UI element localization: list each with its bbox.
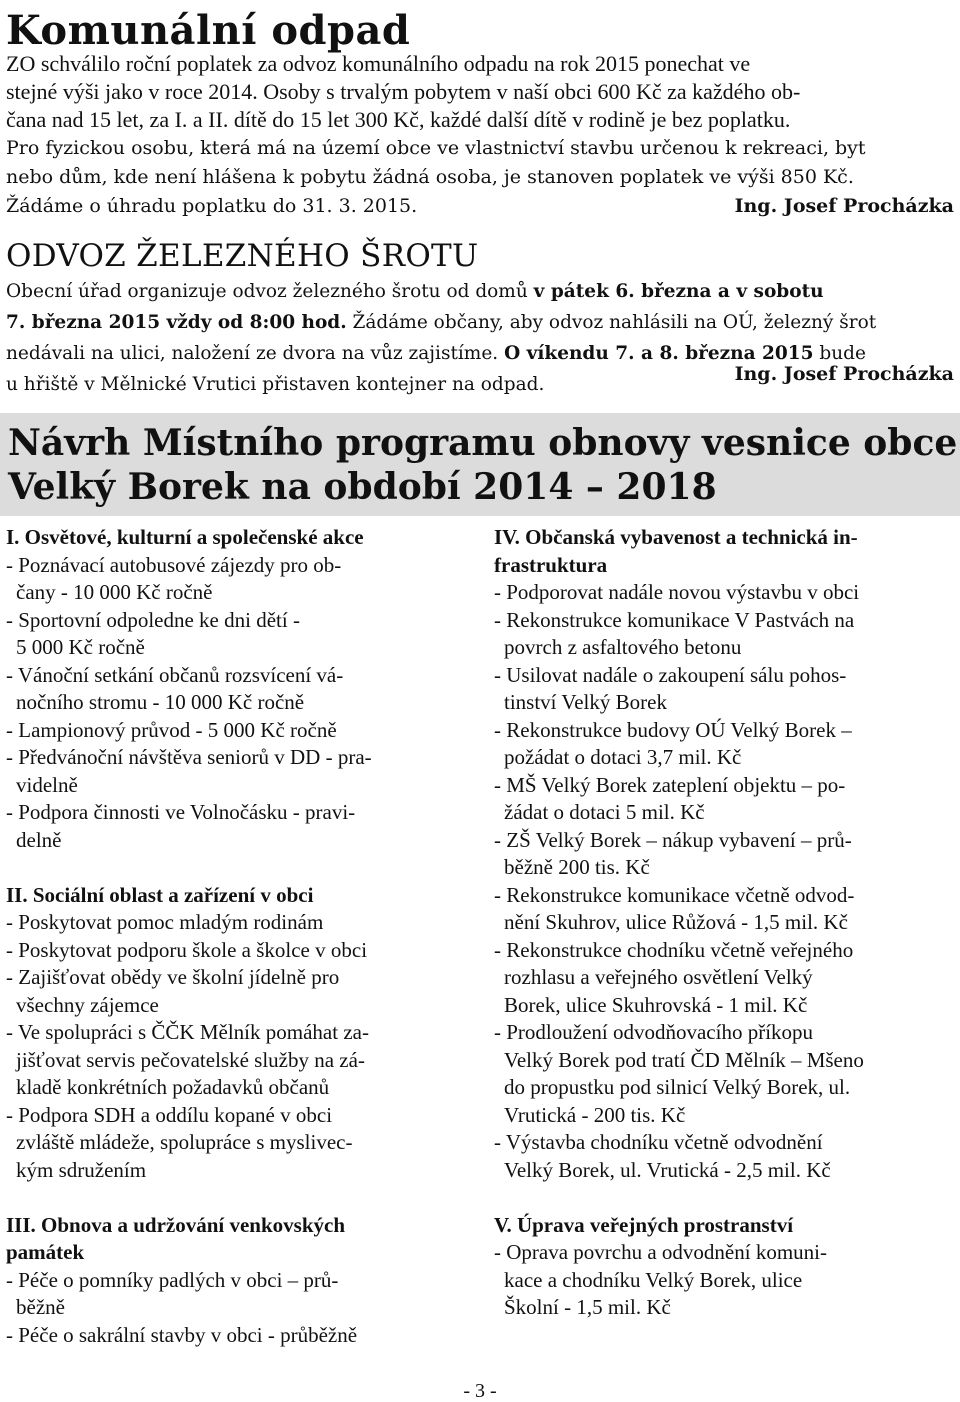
text-line: čana nad 15 let, za I. a II. dítě do 15 let 300 Kč, každé další dítě v rodině je bez poplatku. (6, 107, 791, 132)
text-line: Pro fyzickou osobu, která má na území obce ve vlastnictví stavbu určenou k rekreaci, byt (6, 137, 866, 159)
program-title-band (0, 413, 960, 516)
komunalni-paragraph (6, 50, 954, 134)
list-item-continuation: všechny zájemce (16, 992, 159, 1017)
list-item-continuation: žádat o dotaci 5 mil. Kč (504, 800, 705, 824)
list-item-continuation: videlně (16, 772, 78, 797)
komunalni-signature: Ing. Josef Procházka (734, 195, 954, 217)
list-item: - Usilovat nadále o zakoupení sálu pohos- (494, 662, 847, 687)
list-item-continuation: kým sdružením (16, 1157, 147, 1182)
section-heading: III. Obnova a udržování venkovských (6, 1212, 346, 1237)
list-item: - Vánoční setkání občanů rozsvícení vá- (6, 662, 344, 687)
program-title-line-1: Návrh Místního programu obnovy vesnice obce (8, 422, 958, 464)
text-line: Žádáme o úhradu poplatku do 31. 3. 2015. (6, 195, 418, 217)
list-item-continuation: tinství Velký Borek (504, 690, 667, 714)
list-item-continuation: nočního stromu - 10 000 Kč ročně (16, 690, 305, 714)
text-run: Žádáme občany, aby odvoz nahlásili na OÚ, železný šrot (346, 312, 877, 333)
section-spacer (494, 1184, 954, 1212)
srot-title: ODVOZ ŽELEZNÉHO ŠROTU (6, 238, 479, 274)
list-item-continuation: kace a chodníku Velký Borek, ulice (504, 1267, 803, 1292)
list-item: - Předvánoční návštěva seniorů v DD - pra- (6, 745, 372, 769)
bold-run: O víkendu 7. a 8. března 2015 (504, 343, 814, 364)
text-line: ZO schválilo roční poplatek za odvoz komunálního odpadu na rok 2015 ponechat ve (6, 51, 751, 76)
list-item: - Rekonstrukce chodníku včetně veřejného (494, 937, 854, 962)
list-item-continuation: rozhlasu a veřejného osvětlení Velký (504, 965, 813, 989)
program-right-column (494, 524, 954, 1322)
srot-signature: Ing. Josef Procházka (734, 363, 954, 385)
list-item: - Poznávací autobusové zájezdy pro ob- (6, 552, 342, 577)
list-item-continuation: kladě konkrétních požadavků občanů (16, 1075, 330, 1099)
list-item: - Poskytovat podporu škole a školce v obci (6, 937, 368, 962)
list-item: - Ve spolupráci s ČČK Mělník pomáhat za- (6, 1020, 369, 1044)
page-number: - 3 - (463, 1380, 497, 1402)
list-item: - ZŠ Velký Borek – nákup vybavení – prů- (494, 827, 852, 852)
list-item-continuation: Školní - 1,5 mil. Kč (504, 1295, 671, 1319)
list-item: - Poskytovat pomoc mladým rodinám (6, 910, 324, 934)
list-item: - Péče o sakrální stavby v obci - průběžně (6, 1322, 358, 1347)
komunalni-title: Komunální odpad (6, 7, 411, 54)
list-item-continuation: povrch z asfaltového betonu (504, 635, 742, 659)
list-item: - Lampionový průvod - 5 000 Kč ročně (6, 717, 337, 742)
list-item-continuation: čany - 10 000 Kč ročně (16, 580, 213, 604)
list-item-continuation: Velký Borek, ul. Vrutická - 2,5 mil. Kč (504, 1157, 831, 1182)
section-heading: frastruktura (494, 552, 608, 577)
list-item-continuation: Velký Borek pod tratí ČD Mělník – Mšeno (504, 1047, 864, 1072)
list-item-continuation: delně (16, 827, 62, 852)
text-run: bude (813, 343, 866, 364)
text-run: Obecní úřad organizuje odvoz železného šrotu od domů (6, 281, 534, 302)
bold-run: v pátek 6. března a v sobotu (533, 281, 824, 302)
text-line: stejné výši jako v roce 2014. Osoby s trvalým pobytem v naší obci 600 Kč za každého ob- (6, 79, 801, 104)
list-item-continuation: zvláště mládeže, spolupráce s myslivec- (16, 1130, 353, 1154)
list-item-continuation: Borek, ulice Skuhrovská - 1 mil. Kč (504, 992, 808, 1017)
section-spacer (6, 1184, 464, 1212)
list-item-continuation: běžně 200 tis. Kč (504, 855, 650, 879)
list-item: - Oprava povrchu a odvodnění komuni- (494, 1240, 827, 1264)
list-item-continuation: 5 000 Kč ročně (16, 635, 145, 659)
list-item: - MŠ Velký Borek zateplení objektu – po- (494, 772, 846, 797)
section-heading: památek (6, 1240, 85, 1264)
list-item-continuation: běžně (16, 1295, 65, 1319)
list-item: - Podporovat nadále novou výstavbu v obci (494, 580, 860, 604)
list-item: - Prodloužení odvodňovacího příkopu (494, 1020, 814, 1044)
list-item-continuation: jišťovat servis pečovatelské služby na zá- (16, 1047, 365, 1072)
list-item: - Rekonstrukce komunikace V Pastvách na (494, 607, 855, 632)
text-line (6, 276, 954, 307)
list-item-continuation: Vrutická - 200 tis. Kč (504, 1102, 686, 1127)
list-item: - Sportovní odpoledne ke dni dětí - (6, 607, 300, 632)
section-heading: II. Sociální oblast a zařízení v obci (6, 882, 314, 907)
list-item-continuation: požádat o dotaci 3,7 mil. Kč (504, 745, 742, 769)
text-line: nebo dům, kde není hlášena k pobytu žádná osoba, je stanoven poplatek ve výši 850 Kč. (6, 166, 854, 188)
list-item: - Rekonstrukce budovy OÚ Velký Borek – (494, 717, 852, 742)
text-run: nedávali na ulici, naložení ze dvora na vůz zajistíme. (6, 343, 505, 364)
program-title-line-2: Velký Borek na období 2014 – 2018 (8, 466, 717, 508)
list-item-continuation: nění Skuhrov, ulice Růžová - 1,5 mil. Kč (504, 910, 848, 934)
list-item-continuation: do propustku pod silnicí Velký Borek, ul. (504, 1075, 851, 1099)
list-item: - Podpora činnosti ve Volnočásku - pravi- (6, 800, 356, 824)
section-spacer (6, 854, 464, 882)
text-line: u hřiště v Mělnické Vrutici přistaven kontejner na odpad. (6, 374, 545, 395)
program-left-column (6, 524, 464, 1349)
list-item: - Rekonstrukce komunikace včetně odvod- (494, 882, 855, 907)
list-item: - Podpora SDH a oddílu kopané v obci (6, 1102, 333, 1127)
section-heading: I. Osvětové, kulturní a společenské akce (6, 525, 364, 549)
list-item: - Zajišťovat obědy ve školní jídelně pro (6, 965, 340, 989)
list-item: - Výstavba chodníku včetně odvodnění (494, 1130, 823, 1154)
section-heading: V. Úprava veřejných prostranství (494, 1212, 794, 1237)
bold-run: 7. března 2015 vždy od 8:00 hod. (6, 312, 347, 333)
list-item: - Péče o pomníky padlých v obci – prů- (6, 1267, 339, 1292)
text-line (6, 307, 954, 338)
section-heading: IV. Občanská vybavenost a technická in- (494, 525, 858, 549)
